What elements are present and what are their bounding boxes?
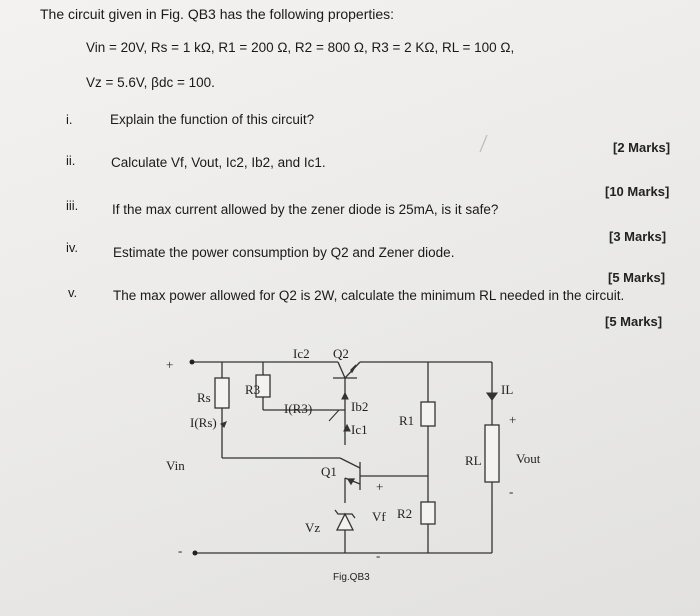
plus-out-label: +	[509, 412, 517, 427]
r1-label: R1	[399, 413, 415, 428]
i-r3-label: I(R3)	[284, 401, 313, 416]
resistor-rs	[215, 378, 229, 408]
part-v-text: The max power allowed for Q2 is 2W, calculate the minimum RL needed in the circuit.	[113, 288, 625, 303]
rl-label: RL	[465, 453, 482, 468]
vin-negative-terminal	[193, 551, 198, 556]
question-title: The circuit given in Fig. QB3 has the following properties:	[40, 6, 395, 22]
part-iii-marks: [3 Marks]	[609, 229, 667, 244]
part-v-marks: [5 Marks]	[605, 314, 663, 329]
r3-label: R3	[245, 382, 261, 397]
part-iv-marks: [5 Marks]	[608, 270, 666, 285]
transistor-q1	[340, 458, 360, 490]
il-label: IL	[501, 382, 514, 397]
part-v-number: v.	[68, 285, 78, 300]
part-i-marks: [2 Marks]	[613, 140, 671, 155]
vin-label: Vin	[166, 458, 185, 473]
ib2-label: Ib2	[351, 399, 369, 414]
minus-out-label: -	[509, 484, 514, 499]
plus-vf-label: +	[376, 479, 384, 494]
vz-label: Vz	[305, 520, 321, 535]
vin-positive-terminal	[190, 360, 195, 365]
part-i-number: i.	[66, 112, 73, 127]
resistor-rl	[485, 425, 499, 482]
properties-line-2: Vz = 5.6V, βdc = 100.	[86, 75, 215, 90]
minus-bottom-label: -	[178, 543, 183, 558]
stray-mark	[480, 135, 487, 152]
transistor-q2	[333, 362, 360, 378]
minus-vf-label: -	[376, 548, 381, 563]
part-iv-text: Estimate the power consumption by Q2 and Zener diode.	[113, 245, 455, 260]
vout-label: Vout	[516, 451, 541, 466]
properties-line-1: Vin = 20V, Rs = 1 kΩ, R1 = 200 Ω, R2 = 800 Ω, R3 = 2 KΩ, RL = 100 Ω,	[86, 40, 515, 55]
part-ii-text: Calculate Vf, Vout, Ic2, Ib2, and Ic1.	[111, 155, 326, 170]
i-rs-label: I(Rs)	[190, 415, 217, 430]
part-iv-number: iv.	[66, 240, 79, 255]
part-iii-text: If the max current allowed by the zener diode is 25mA, is it safe?	[112, 202, 499, 217]
part-i-text: Explain the function of this circuit?	[110, 112, 315, 127]
q2-label: Q2	[333, 346, 349, 361]
q1-label: Q1	[321, 464, 337, 479]
figure-caption: Fig.QB3	[333, 572, 370, 583]
resistor-r1	[421, 402, 435, 426]
r2-label: R2	[397, 506, 413, 521]
resistor-r2	[421, 502, 435, 524]
zener-diode	[335, 510, 355, 530]
ic2-label: Ic2	[293, 346, 310, 361]
vf-label: Vf	[372, 509, 386, 524]
plus-top-label: +	[166, 357, 174, 372]
rs-label: Rs	[197, 390, 211, 405]
part-ii-marks: [10 Marks]	[605, 184, 670, 199]
part-ii-number: ii.	[66, 153, 76, 168]
ic1-label: Ic1	[351, 422, 368, 437]
part-iii-number: iii.	[66, 198, 79, 213]
